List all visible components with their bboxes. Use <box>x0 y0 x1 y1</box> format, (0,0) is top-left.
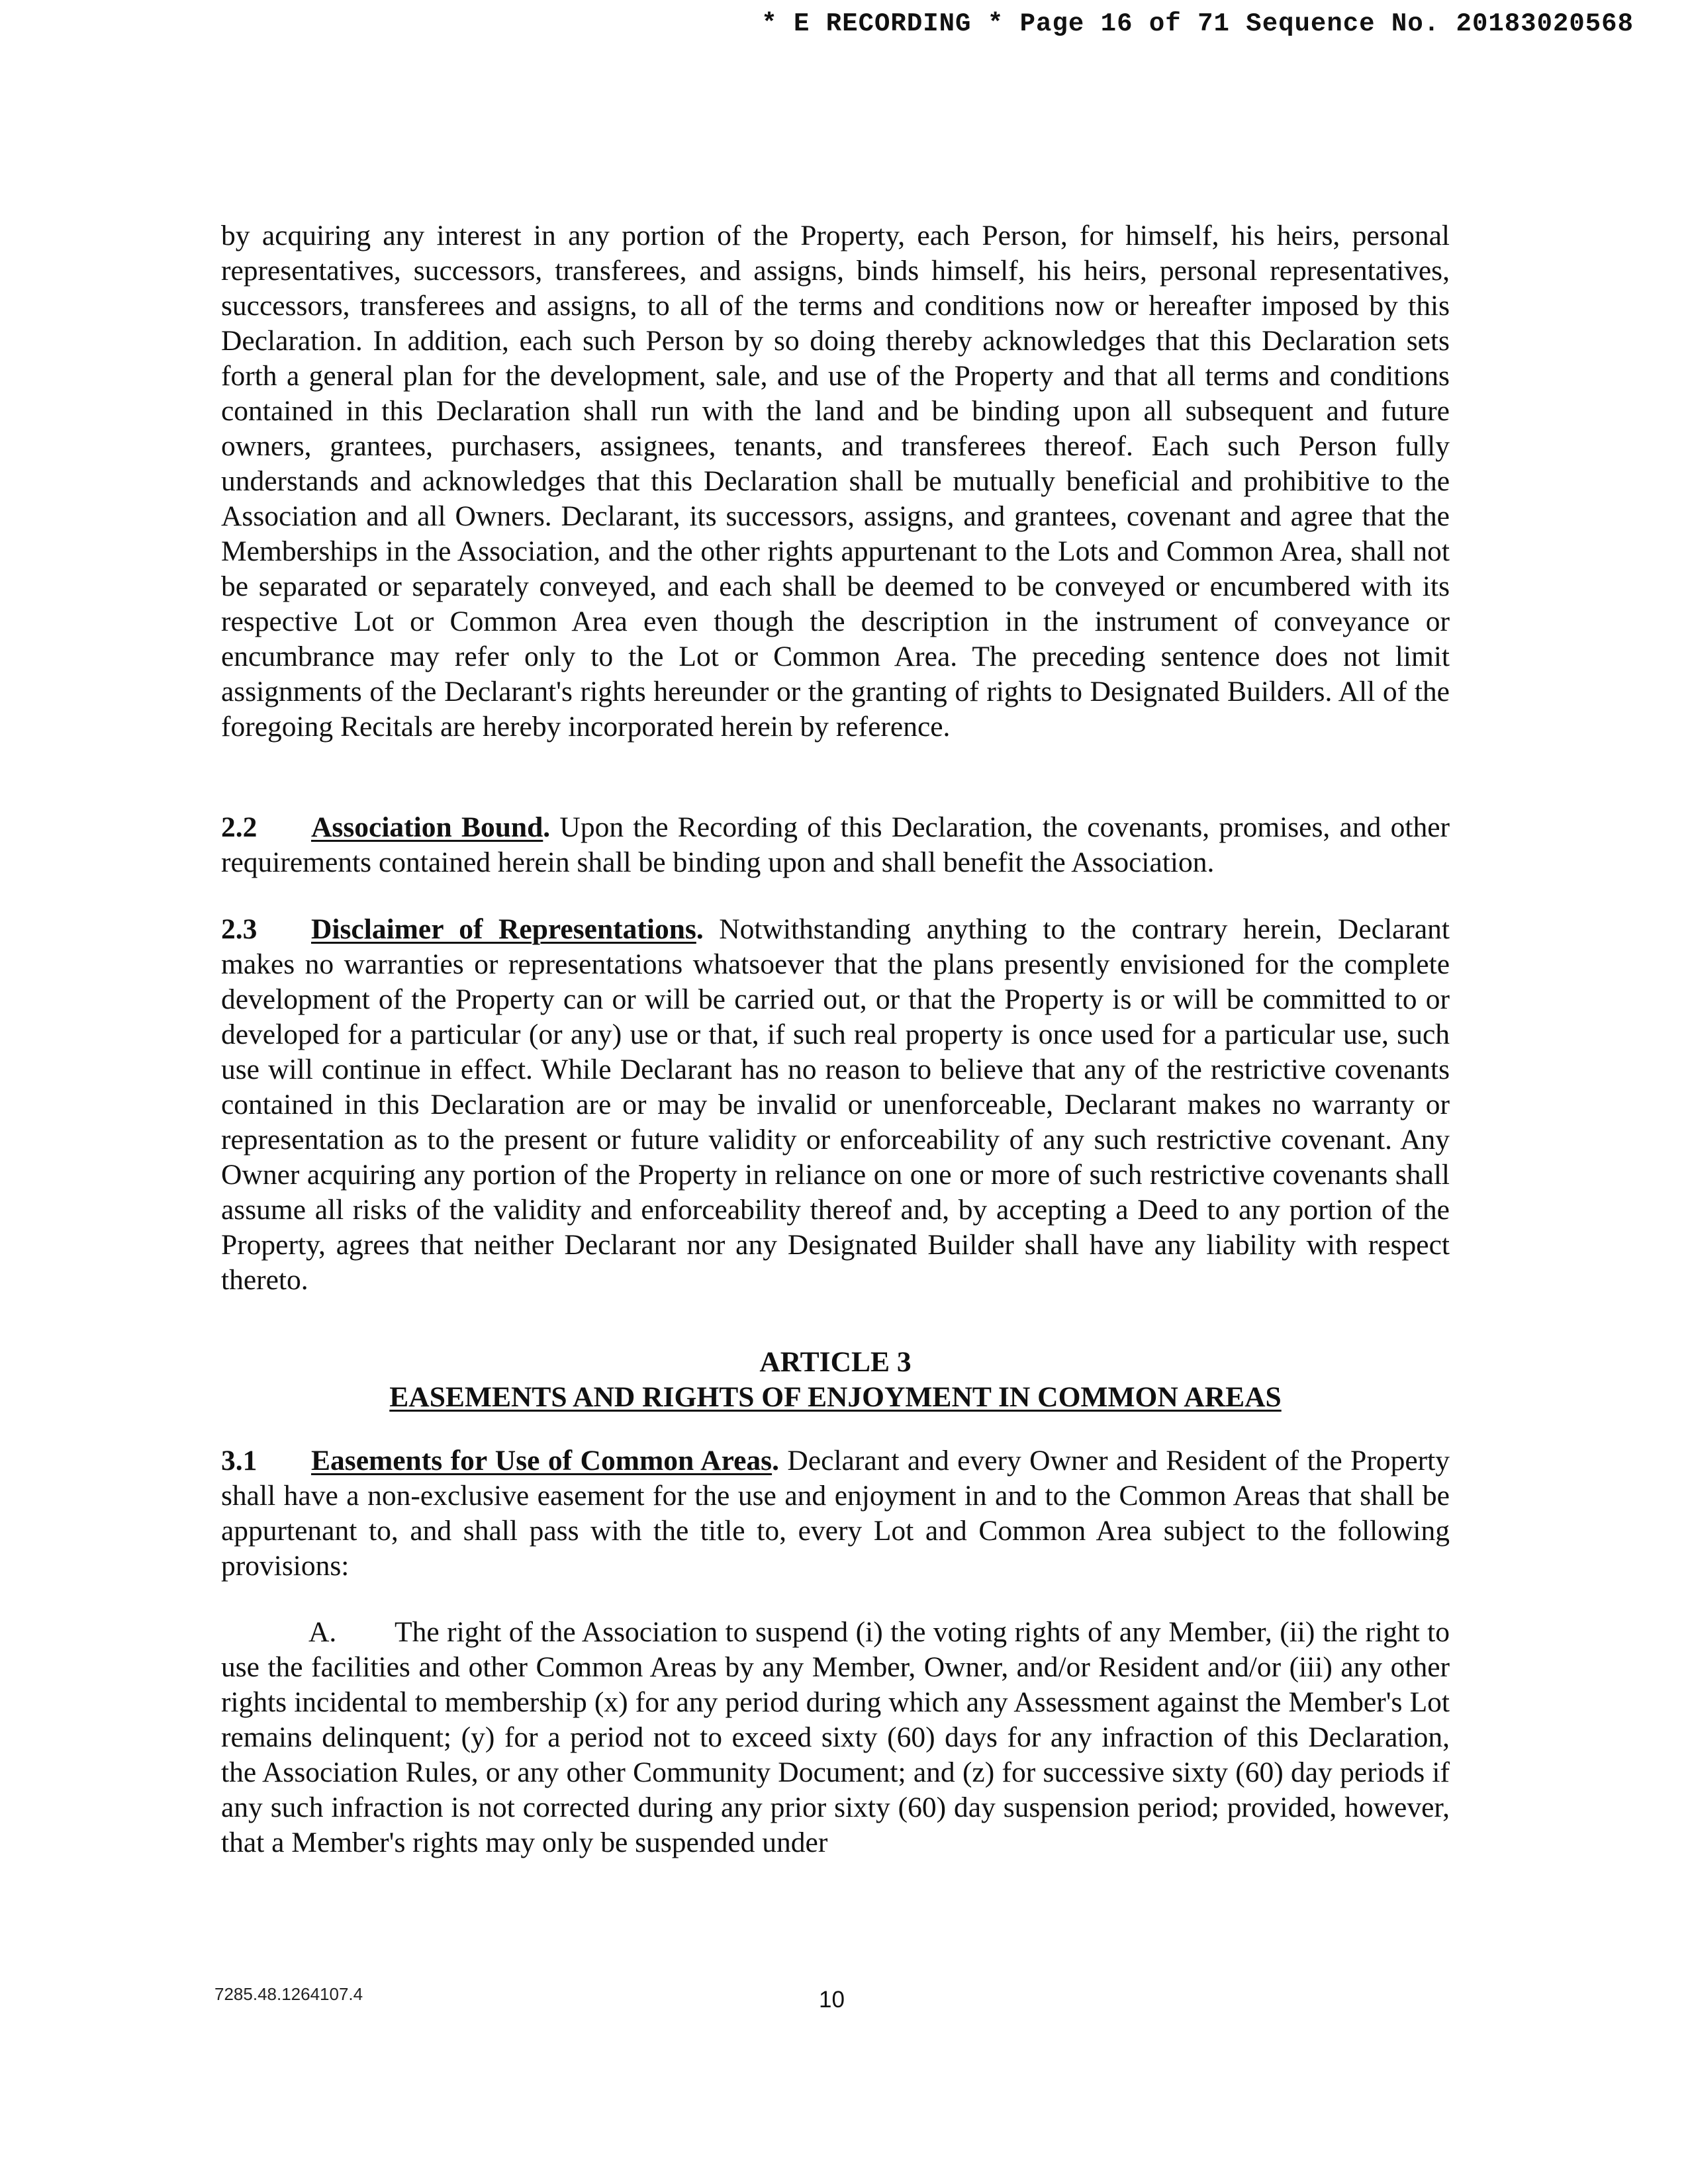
section-text: Notwithstanding anything to the contrary herein, Declarant makes no warranties or representations whatsoever that the plans presently envisioned for the complete development of the Property can or will be carried out, or that the Property is or will be committed to or developed for a particular (or any) use or that, if such real property is once used for a particular use, such use will continue in effect. While Declarant has no reason to believe that any of the restrictive covenants contained in this Declaration are or may be invalid or unenforceable, Declarant makes no warranty or representation as to the present or future validity or enforceability of any such restrictive covenant. Any Owner acquiring any portion of the Property in reliance on one or more of such restrictive covenants shall assume all risks of the validity and enforceability thereof and, by accepting a Deed to any portion of the Property, agrees that neither Declarant nor any Designated Builder shall have any liability with respect thereto. <box>221 913 1450 1296</box>
subsection-text: The right of the Association to suspend (i) the voting rights of any Member, (ii) the right to use the facilities and other Common Areas by any Member, Owner, and/or Resident and/or (iii) any other rights incidental to membership (x) for any period during which any Assessment against the Member's Lot remains delinquent; (y) for a period not to exceed sixty (60) days for any infraction of this Declaration, the Association Rules, or any other Community Document; and (z) for successive sixty (60) day periods if any such infraction is not corrected during any prior sixty (60) day suspension period; provided, however, that a Member's rights may only be suspended under <box>221 1616 1450 1858</box>
section-title: Association Bound <box>311 811 543 843</box>
article-number: ARTICLE 3 <box>759 1346 912 1378</box>
subsection-a <box>221 1615 1450 1860</box>
document-id-footer: 7285.48.1264107.4 <box>214 1984 363 2004</box>
section-3-1: 3.1 Easements for Use of Common Areas. Declarant and every Owner and Resident of the Property shall have a non-exclusive easement for the use and enjoyment in and to the Common Areas that shall be appurtenant to, and shall pass with the title to, every Lot and Common Area subject to the following provisions: <box>221 1445 1450 1582</box>
continuation-paragraph <box>221 218 1450 745</box>
article-3-heading <box>221 1345 1450 1415</box>
subsection-label: A. <box>308 1616 337 1648</box>
section-text: Declarant and every Owner and Resident of the Property shall have a non-exclusive easement for the use and enjoyment in and to the Common Areas that shall be appurtenant to, and shall pass with the title to, every Lot and Common Area subject to the following provisions: <box>221 1445 1450 1582</box>
recording-stamp-header: * E RECORDING * Page 16 of 71 Sequence No. 20183020568 <box>761 9 1634 38</box>
section-number: 3.1 <box>221 1445 258 1477</box>
page-number: 10 <box>819 1987 845 2013</box>
section-title: Disclaimer of Representations <box>311 913 696 945</box>
section-number: 2.2 <box>221 811 258 843</box>
continuation-text: by acquiring any interest in any portion of the Property, each Person, for himself, his heirs, personal representatives, successors, transferees, and assigns, binds himself, his heirs, personal representatives, successors, transferees and assigns, to all of the terms and conditions now or hereafter imposed by this Declaration. In addition, each such Person by so doing thereby acknowledges that this Declaration sets forth a general plan for the development, sale, and use of the Property and that all terms and conditions contained in this Declaration shall run with the land and be binding upon all subsequent and future owners, grantees, purchasers, assignees, tenants, and transferees thereof. Each such Person fully understands and acknowledges that this Declaration shall be mutually beneficial and prohibitive to the Association and all Owners. Declarant, its successors, assigns, and grantees, covenant and agree that the Memberships in the Association, and the other rights appurtenant to the Lots and Common Area, shall not be separated or separately conveyed, and each shall be deemed to be conveyed or encumbered with its respective Lot or Common Area even though the description in the instrument of conveyance or encumbrance may refer only to the Lot or Common Area. The preceding sentence does not limit assignments of the Declarant's rights hereunder or the granting of rights to Designated Builders. All of the foregoing Recitals are hereby incorporated herein by reference. <box>221 220 1450 743</box>
article-title: EASEMENTS AND RIGHTS OF ENJOYMENT IN COMMON AREAS <box>389 1381 1282 1413</box>
section-2-2: 2.2 Association Bound. Upon the Recording of this Declaration, the covenants, promises, and other requirements contained herein shall be binding upon and shall benefit the Association. <box>221 811 1450 878</box>
section-title: Easements for Use of Common Areas <box>311 1445 773 1477</box>
section-text: Upon the Recording of this Declaration, the covenants, promises, and other requirements contained herein shall be binding upon and shall benefit the Association. <box>221 811 1450 878</box>
section-2-3: 2.3 Disclaimer of Representations. Notwithstanding anything to the contrary herein, Declarant makes no warranties or representations whatsoever that the plans presently envisioned for the complete development of the Property can or will be carried out, or that the Property is or will be committed to or developed for a particular (or any) use or that, if such real property is once used for a particular use, such use will continue in effect. While Declarant has no reason to believe that any of the restrictive covenants contained in this Declaration are or may be invalid or unenforceable, Declarant makes no warranty or representation as to the present or future validity or enforceability of any such restrictive covenant. Any Owner acquiring any portion of the Property in reliance on one or more of such restrictive covenants shall assume all risks of the validity and enforceability thereof and, by accepting a Deed to any portion of the Property, agrees that neither Declarant nor any Designated Builder shall have any liability with respect thereto. <box>221 913 1450 1296</box>
section-number: 2.3 <box>221 913 258 945</box>
